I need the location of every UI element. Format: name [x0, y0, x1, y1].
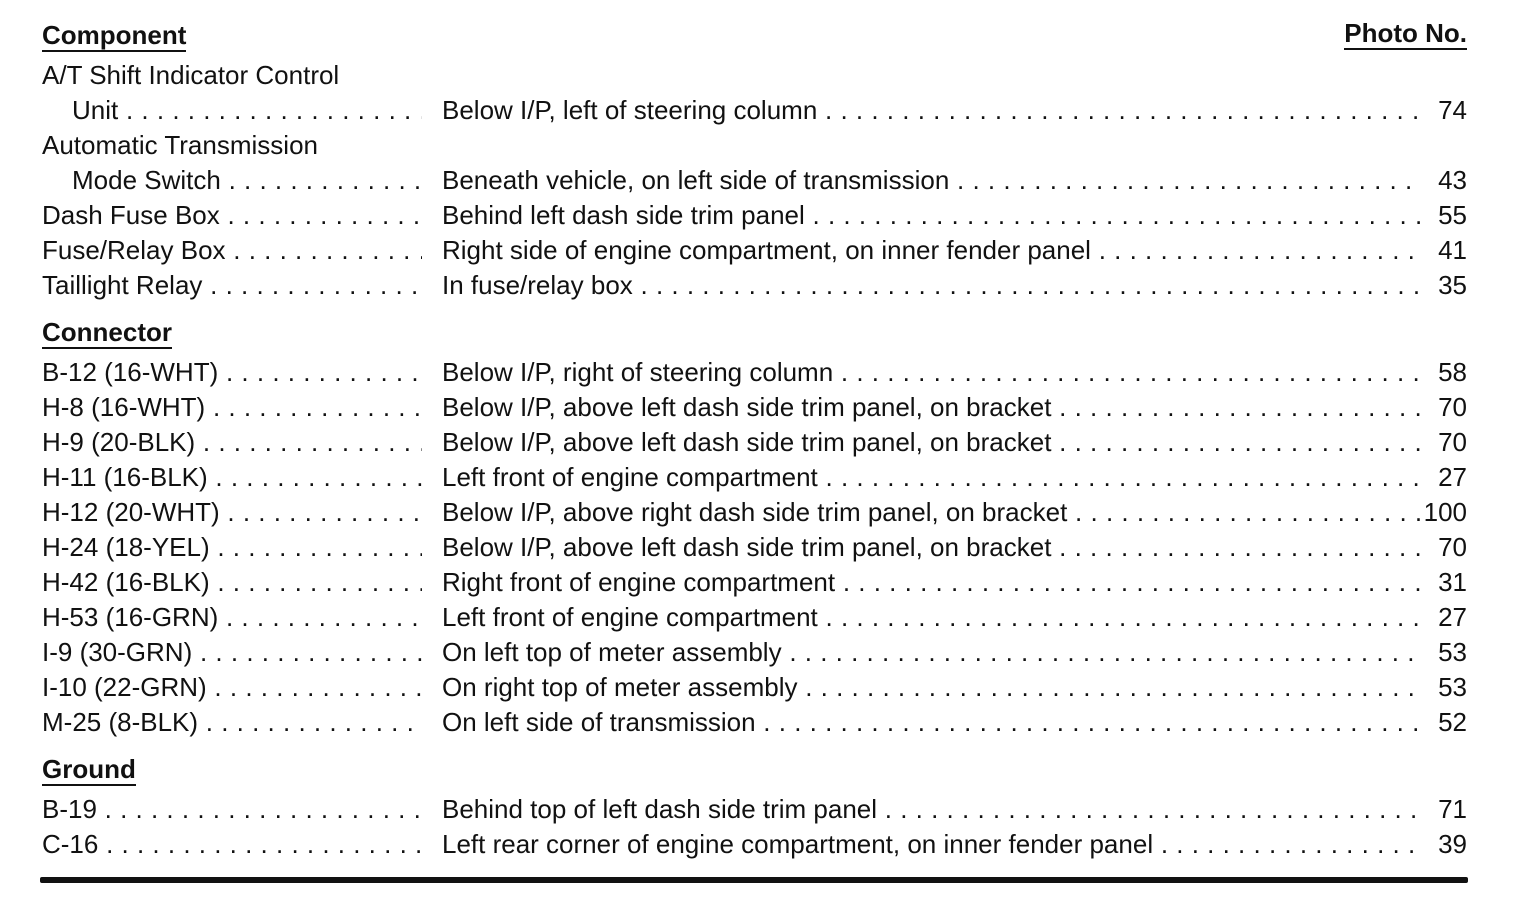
component-name: Fuse/Relay Box . . .: [42, 233, 422, 268]
component-row: [42, 268, 1467, 303]
connector-location: Below I/P, above left dash side trim panel, on bracket . . .: [442, 425, 1422, 460]
component-name-line1: A/T Shift Indicator Control: [42, 60, 340, 90]
connector-row: [42, 390, 1467, 425]
connector-name: B-12 (16-WHT) . . .: [42, 355, 422, 390]
connector-row: [42, 670, 1467, 705]
connector-name: H-8 (16-WHT) . . .: [42, 390, 422, 425]
photo-number: 43: [1438, 165, 1467, 195]
connector-name: H-42 (16-BLK) . . .: [42, 565, 422, 600]
component-location: Right side of engine compartment, on inner fender panel . . .: [442, 233, 1422, 268]
connector-location: On left side of transmission . . .: [442, 705, 1422, 740]
photo-number: 70: [1438, 392, 1467, 422]
connector-location: On left top of meter assembly . . .: [442, 635, 1422, 670]
photo-number: 74: [1438, 95, 1467, 125]
section-spacer: [42, 303, 1467, 315]
ground-name: C-16 . . .: [42, 827, 422, 862]
connector-heading: Connector: [42, 317, 172, 347]
component-heading: Component: [42, 20, 187, 50]
ground-row: [42, 827, 1467, 862]
connector-location: Below I/P, above left dash side trim panel, on bracket . . .: [442, 530, 1422, 565]
connector-row: [42, 355, 1467, 390]
connector-name: H-53 (16-GRN) . . .: [42, 600, 422, 635]
connector-location: Below I/P, above right dash side trim panel, on bracket . . .: [442, 495, 1422, 530]
connector-name: H-9 (20-BLK) . . .: [42, 425, 422, 460]
connector-row: [42, 460, 1467, 495]
table-header: [42, 18, 1467, 58]
photo-number: 71: [1438, 794, 1467, 824]
photo-number: 53: [1438, 672, 1467, 702]
connector-name: I-10 (22-GRN) . . .: [42, 670, 422, 705]
component-name: Dash Fuse Box . . .: [42, 198, 422, 233]
photo-no-heading: Photo No.: [1344, 18, 1467, 48]
connector-location: Below I/P, right of steering column . . .: [442, 355, 1422, 390]
connector-name: H-12 (20-WHT) . . .: [42, 495, 422, 530]
photo-number: 41: [1438, 235, 1467, 265]
component-row-continuation: [42, 58, 1467, 93]
component-row: [42, 233, 1467, 268]
photo-number: 31: [1438, 567, 1467, 597]
bottom-rule: [40, 877, 1468, 883]
connector-row: [42, 600, 1467, 635]
photo-number: 35: [1438, 270, 1467, 300]
connector-section-header: [42, 315, 1467, 355]
component-row-continuation: [42, 128, 1467, 163]
connector-row: [42, 495, 1467, 530]
component-location: Beneath vehicle, on left side of transmission . . .: [442, 163, 1422, 198]
component-name: Mode Switch . . .: [72, 163, 422, 198]
photo-number: 58: [1438, 357, 1467, 387]
ground-name: B-19 . . .: [42, 792, 422, 827]
connector-location: Left front of engine compartment . . .: [442, 600, 1422, 635]
component-name: Taillight Relay . . .: [42, 268, 422, 303]
connector-rows: [42, 355, 1467, 740]
connector-row: [42, 705, 1467, 740]
photo-number: 39: [1438, 829, 1467, 859]
photo-number: 53: [1438, 637, 1467, 667]
connector-name: I-9 (30-GRN) . . .: [42, 635, 422, 670]
photo-number: 27: [1438, 602, 1467, 632]
component-location-table: [42, 18, 1467, 862]
connector-location: Left front of engine compartment . . .: [442, 460, 1422, 495]
component-row: [42, 198, 1467, 233]
connector-row: [42, 425, 1467, 460]
ground-row: [42, 792, 1467, 827]
connector-row: [42, 635, 1467, 670]
ground-heading: Ground: [42, 754, 136, 784]
photo-number: 27: [1438, 462, 1467, 492]
connector-location: Below I/P, above left dash side trim panel, on bracket . . .: [442, 390, 1422, 425]
connector-row: [42, 530, 1467, 565]
connector-row: [42, 565, 1467, 600]
component-row: [42, 93, 1467, 128]
component-row: [42, 163, 1467, 198]
ground-section-header: [42, 752, 1467, 792]
photo-number: 70: [1438, 427, 1467, 457]
photo-number: 100: [1423, 497, 1467, 527]
component-location: Below I/P, left of steering column . . .: [442, 93, 1422, 128]
ground-location: Left rear corner of engine compartment, on inner fender panel . . .: [442, 827, 1422, 862]
component-name: Unit . . .: [72, 93, 422, 128]
photo-number: 52: [1438, 707, 1467, 737]
connector-location: On right top of meter assembly . . .: [442, 670, 1422, 705]
component-location: In fuse/relay box . . .: [442, 268, 1422, 303]
connector-name: M-25 (8-BLK) . . .: [42, 705, 422, 740]
photo-number: 70: [1438, 532, 1467, 562]
connector-location: Right front of engine compartment . . .: [442, 565, 1422, 600]
photo-number: 55: [1438, 200, 1467, 230]
section-spacer: [42, 740, 1467, 752]
component-name-line1: Automatic Transmission: [42, 130, 318, 160]
component-location: Behind left dash side trim panel . . .: [442, 198, 1422, 233]
ground-location: Behind top of left dash side trim panel . . .: [442, 792, 1422, 827]
connector-name: H-11 (16-BLK) . . .: [42, 460, 422, 495]
connector-name: H-24 (18-YEL) . . .: [42, 530, 422, 565]
